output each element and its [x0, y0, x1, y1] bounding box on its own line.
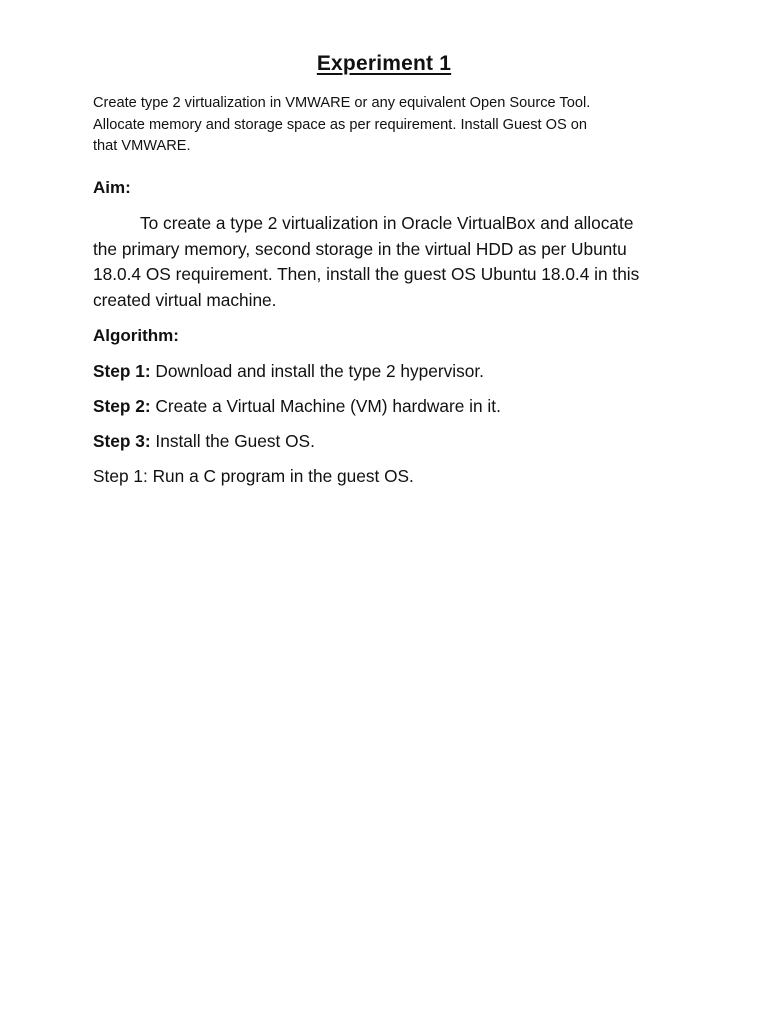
step-text: Download and install the type 2 hypervisor. [150, 361, 484, 381]
algorithm-step [93, 431, 315, 452]
aim-paragraph [93, 211, 693, 313]
document-title: Experiment 1 [316, 52, 452, 75]
task-line: Allocate memory and storage space as per requirement. Install Guest OS on [93, 116, 587, 133]
algorithm-heading: Algorithm: [93, 326, 179, 345]
aim-heading: Aim: [93, 178, 131, 197]
step-text: Install the Guest OS. [150, 431, 315, 451]
aim-line: created virtual machine. [93, 289, 277, 310]
task-description [93, 93, 673, 158]
aim-line: To create a type 2 virtualization in Oracle VirtualBox and allocate [140, 213, 634, 233]
algorithm-step [93, 361, 484, 382]
step-text: Step 1: Run a C program in the guest OS. [93, 466, 414, 486]
algorithm-step [93, 466, 414, 487]
step-label: Step 1: [93, 361, 151, 381]
aim-line: the primary memory, second storage in the virtual HDD as per Ubuntu [93, 238, 627, 259]
step-label: Step 2: [93, 396, 151, 416]
aim-line: 18.0.4 OS requirement. Then, install the guest OS Ubuntu 18.0.4 in this [93, 264, 640, 285]
algorithm-step [93, 396, 501, 417]
step-label: Step 3: [93, 431, 151, 451]
task-line: Create type 2 virtualization in VMWARE or any equivalent Open Source Tool. [93, 95, 591, 111]
step-text: Create a Virtual Machine (VM) hardware in it. [150, 396, 501, 416]
task-line: that VMWARE. [93, 138, 191, 154]
